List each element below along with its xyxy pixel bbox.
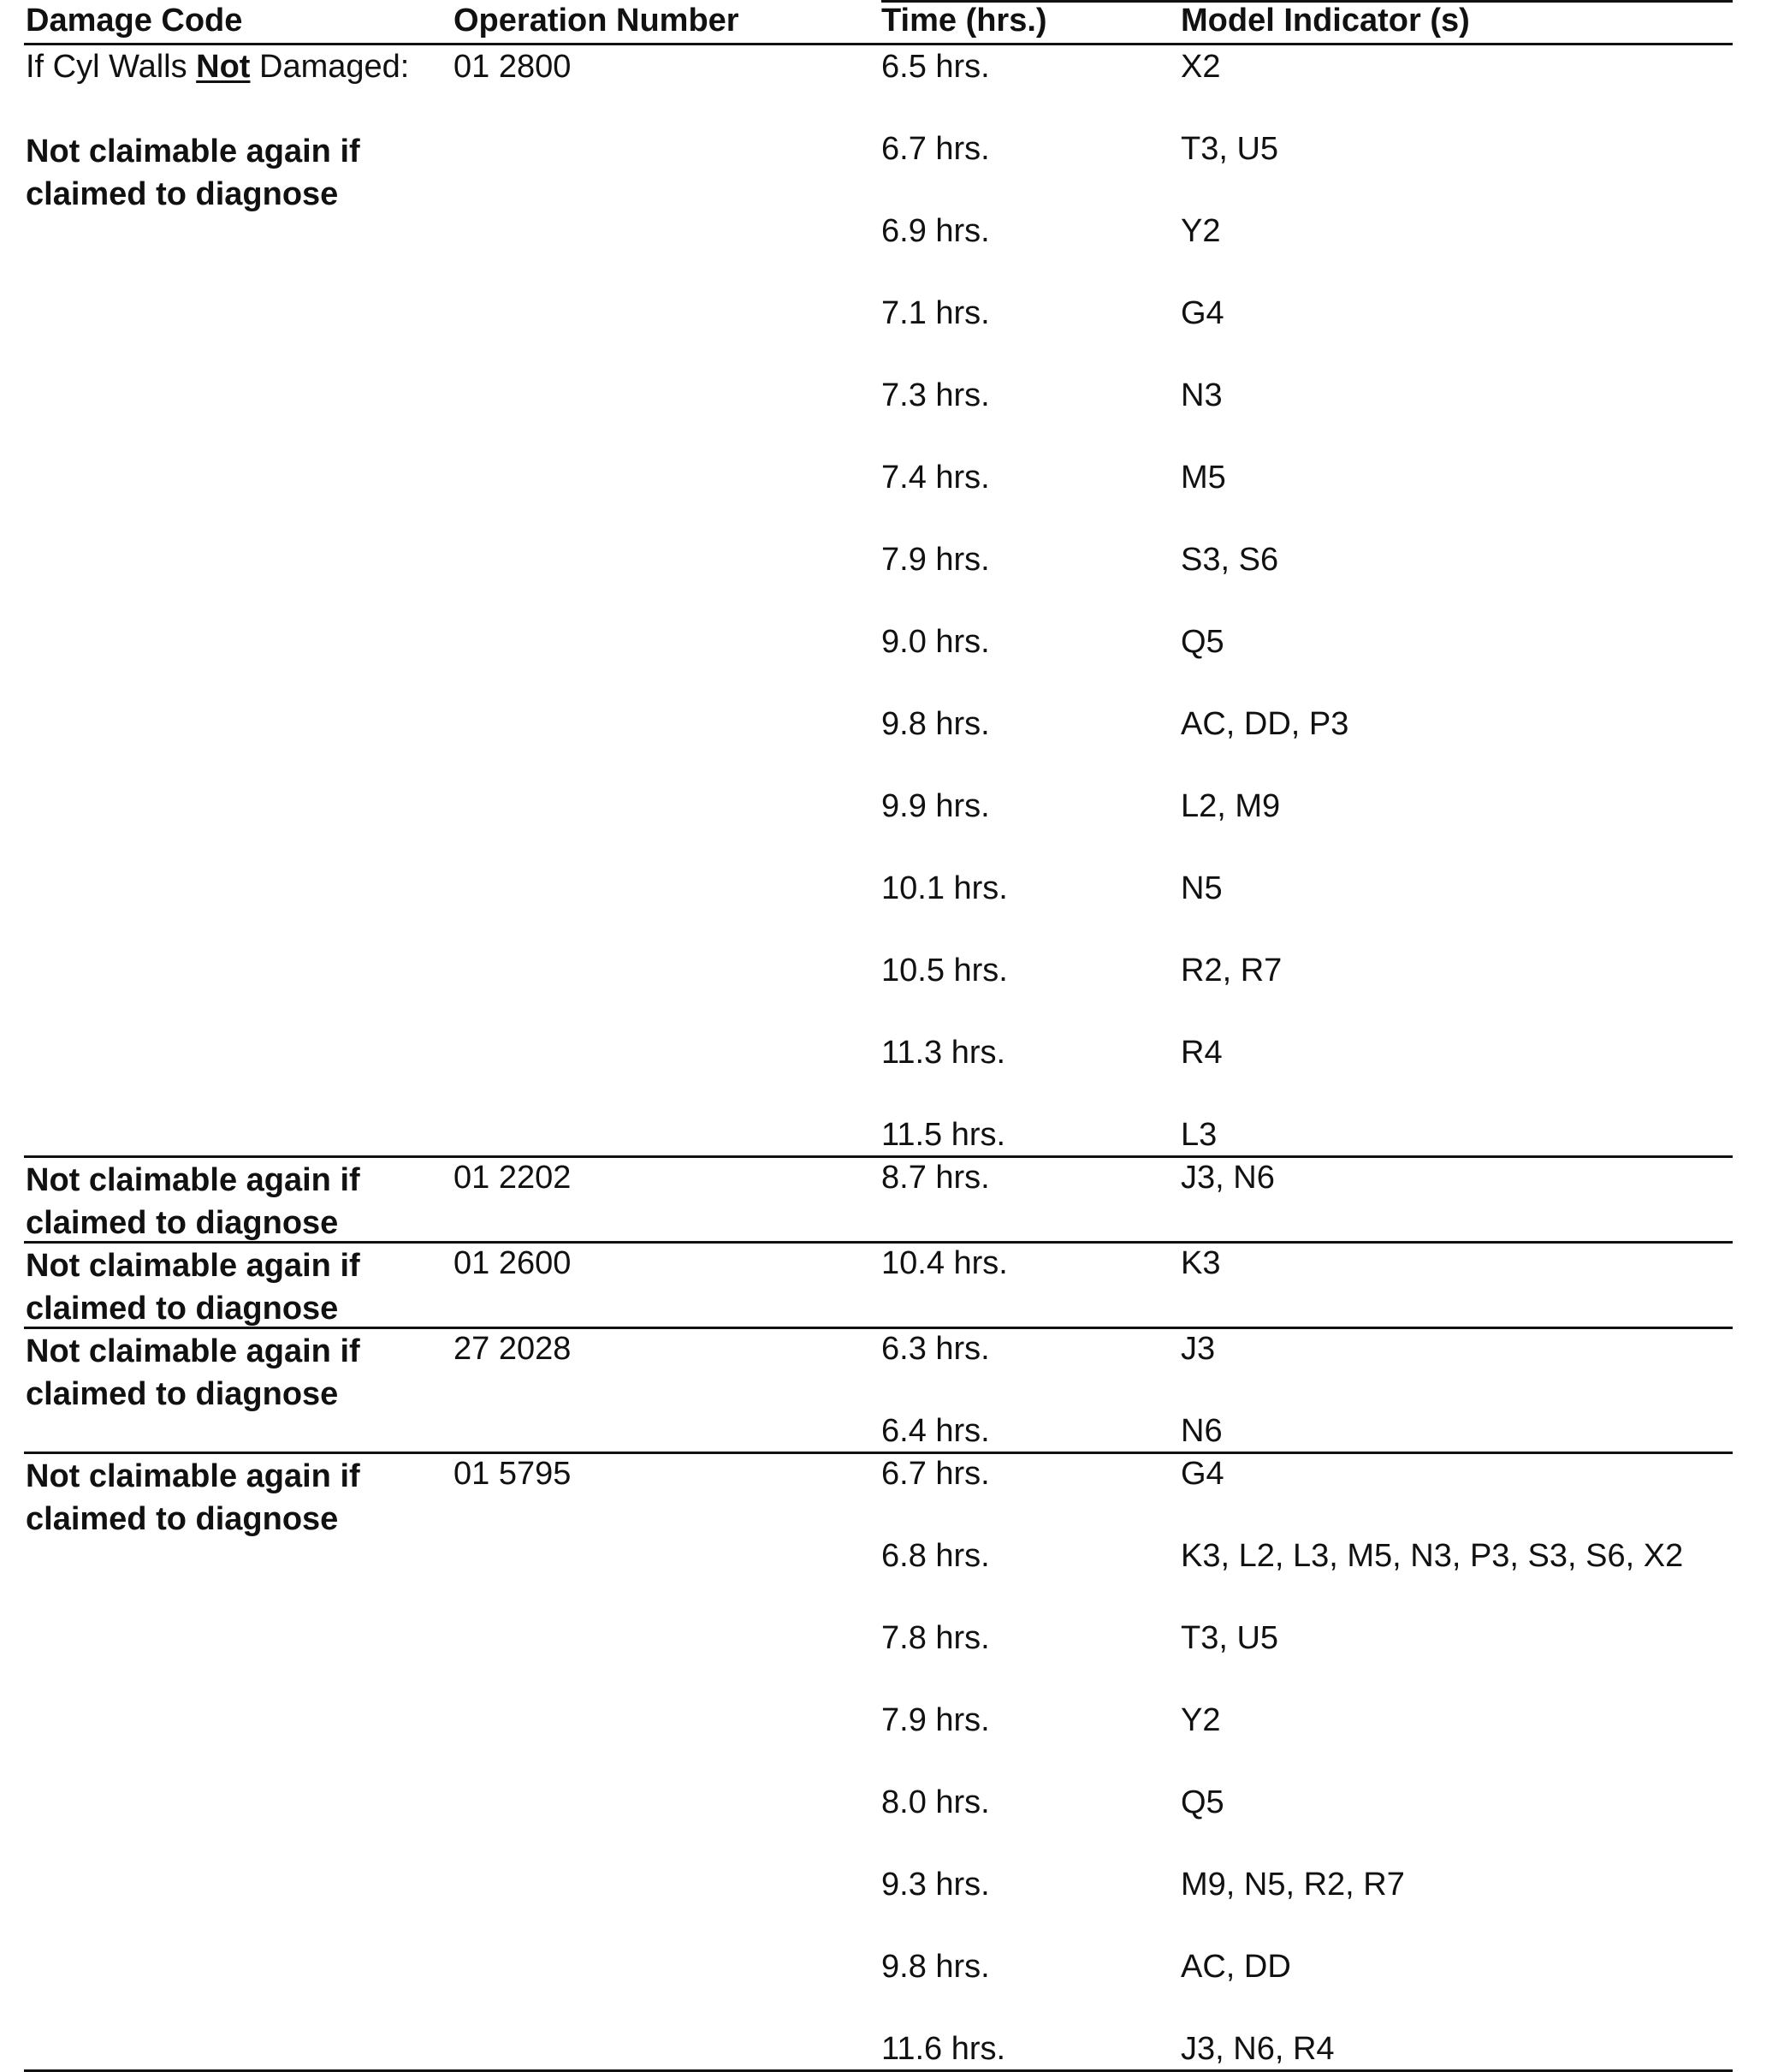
model-indicator: J3, N6 [1181,1160,1275,1196]
claim-note: Not claimable again if claimed to diagnose [26,1162,360,1241]
model-indicator: G4 [1181,295,1224,331]
operation-number: 01 2800 [453,49,572,85]
time-value: 6.3 hrs. [881,1331,990,1367]
section-divider [24,1241,1733,1244]
time-value: 11.6 hrs. [881,2031,1006,2067]
time-value: 9.8 hrs. [881,706,990,742]
model-indicator: R4 [1181,1035,1223,1071]
section-divider [24,1452,1733,1454]
time-value: 8.0 hrs. [881,1784,990,1820]
time-value: 6.7 hrs. [881,1456,990,1492]
time-value: 7.9 hrs. [881,542,990,578]
section-divider [24,1327,1733,1329]
time-value: 10.1 hrs. [881,870,1008,906]
model-indicator: N6 [1181,1413,1223,1449]
model-indicator: T3, U5 [1181,1620,1279,1656]
damage-code-emphasis: Not [196,49,251,85]
time-value: 7.1 hrs. [881,295,990,331]
model-indicator: K3, L2, L3, M5, N3, P3, S3, S6, X2 [1181,1538,1684,1574]
claim-note: Not claimable again if claimed to diagnose [26,1248,360,1327]
time-value: 7.8 hrs. [881,1620,990,1656]
time-value: 9.3 hrs. [881,1867,990,1903]
model-indicator: R2, R7 [1181,953,1283,989]
model-indicator: Q5 [1181,624,1224,660]
operation-number: 01 5795 [453,1456,572,1492]
model-indicator: L2, M9 [1181,788,1281,824]
time-value: 7.3 hrs. [881,377,990,413]
claim-note: Not claimable again if claimed to diagnose [26,134,360,212]
model-indicator: N3 [1181,377,1223,413]
model-indicator: M9, N5, R2, R7 [1181,1867,1405,1903]
damage-code-prefix: If Cyl Walls [26,49,197,85]
model-indicator: Q5 [1181,1784,1224,1820]
section-divider [24,1155,1733,1158]
time-value: 6.5 hrs. [881,49,990,85]
model-indicator: X2 [1181,49,1221,85]
time-value: 6.8 hrs. [881,1538,990,1574]
time-value: 11.5 hrs. [881,1117,1006,1153]
time-value: 7.9 hrs. [881,1702,990,1738]
time-value: 10.5 hrs. [881,953,1008,989]
time-value: 8.7 hrs. [881,1160,990,1196]
model-indicator: J3, N6, R4 [1181,2031,1335,2067]
time-value: 9.0 hrs. [881,624,990,660]
time-value: 10.4 hrs. [881,1245,1008,1281]
model-indicator: L3 [1181,1117,1218,1153]
time-value: 6.7 hrs. [881,131,990,167]
time-value: 9.8 hrs. [881,1949,990,1985]
header-operation-number: Operation Number [453,3,739,39]
header-time: Time (hrs.) [881,3,1047,39]
model-indicator: S3, S6 [1181,542,1279,578]
header-model-indicator: Model Indicator (s) [1181,3,1470,39]
header-top-rule [881,0,1733,3]
time-value: 9.9 hrs. [881,788,990,824]
model-indicator: Y2 [1181,213,1221,249]
header-damage-code: Damage Code [26,3,243,39]
model-indicator: Y2 [1181,1702,1221,1738]
model-indicator: G4 [1181,1456,1224,1492]
operation-number: 27 2028 [453,1331,572,1367]
claim-note: Not claimable again if claimed to diagnose [26,1458,360,1537]
time-value: 7.4 hrs. [881,460,990,496]
time-value: 6.9 hrs. [881,213,990,249]
time-value: 6.4 hrs. [881,1413,990,1449]
claim-note: Not claimable again if claimed to diagnose [26,1333,360,1412]
model-indicator: T3, U5 [1181,131,1279,167]
model-indicator: AC, DD, P3 [1181,706,1349,742]
model-indicator: J3 [1181,1331,1216,1367]
header-rule [24,43,1733,45]
time-value: 11.3 hrs. [881,1035,1006,1071]
damage-code-suffix: Damaged: [250,49,410,85]
model-indicator: AC, DD [1181,1949,1291,1985]
model-indicator: N5 [1181,870,1223,906]
model-indicator: K3 [1181,1245,1221,1281]
damage-code-condition [26,48,409,87]
model-indicator: M5 [1181,460,1226,496]
operation-number: 01 2600 [453,1245,572,1281]
operation-number: 01 2202 [453,1160,572,1196]
